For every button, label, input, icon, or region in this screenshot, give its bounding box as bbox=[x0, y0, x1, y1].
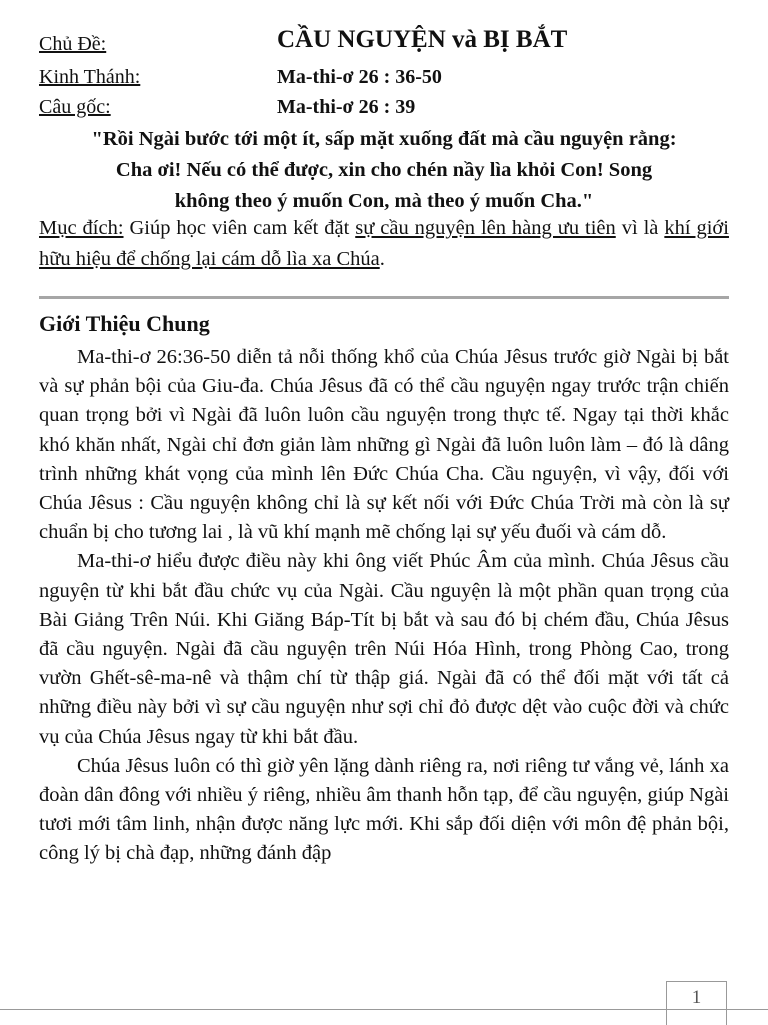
scripture-value: Ma-thi-ơ 26 : 36-50 bbox=[277, 66, 442, 88]
scripture-row bbox=[39, 65, 442, 89]
purpose-label: Mục đích: bbox=[39, 217, 124, 239]
footer-line bbox=[0, 1009, 768, 1010]
topic-row bbox=[39, 26, 568, 56]
purpose-highlight: khí giới hữu hiệu để chống lại cám dỗ lìa xa Chúa bbox=[39, 217, 729, 270]
purpose-statement bbox=[39, 213, 729, 275]
page-number: 1 bbox=[691, 987, 702, 1008]
section-body bbox=[39, 343, 729, 869]
key-verse-label: Câu gốc: bbox=[39, 96, 111, 118]
key-verse-row bbox=[39, 95, 416, 119]
verse-line: Cha ơi! Nếu có thể được, xin cho chén nầy lìa khỏi Con! Song bbox=[115, 159, 653, 181]
body-paragraph: Ma-thi-ơ hiểu được điều này khi ông viết Phúc Âm của mình. Chúa Jêsus cầu nguyện từ khi bắt đầu chức vụ của Ngài. Cầu nguyện là một phần quan trọng của Bài Giảng Trên Núi. Khi Giăng Báp-Tít bị bắt và sau đó bị chém đầu, Chúa Jêsus đã cầu nguyện. Ngài đã cầu nguyện trên Núi Hóa Hình, trong Phòng Cao, trong vườn Ghết-sê-ma-nê và thậm chí từ thập giá. Ngài đã có thể đối mặt với tất cả những điều này bởi vì sự cầu nguyện như sợi chỉ đỏ được dệt vào cuộc đời và chức vụ của Chúa Jêsus ngay từ khi bắt đầu. bbox=[39, 550, 729, 748]
topic-label: Chủ Đề: bbox=[39, 33, 107, 55]
purpose-highlight: sự cầu nguyện lên hàng ưu tiên bbox=[355, 217, 616, 239]
body-paragraph: Ma-thi-ơ 26:36-50 diễn tả nỗi thống khổ của Chúa Jêsus trước giờ Ngài bị bắt và sự phản bội của Giu-đa. Chúa Jêsus đã có thể cầu nguyện ngay trước trận chiến quan trọng bởi vì Ngài đã luôn luôn cầu nguyện trong thực tế. Ngay tại thời khắc khó khăn nhất, Ngài chỉ đơn giản làm những gì Ngài đã luôn luôn làm – đó là dâng trình những khát vọng của mình lên Đức Chúa Cha. Cầu nguyện, vì vậy, đối với Chúa Jêsus : Cầu nguyện không chỉ là sự kết nối với Đức Chúa Trời mà còn là sự chuẩn bị cho tương lai , là vũ khí mạnh mẽ chống lại sự yếu đuối và cám dỗ. bbox=[39, 346, 729, 544]
key-verse-quote bbox=[39, 124, 729, 217]
verse-line: "Rồi Ngài bước tới một ít, sấp mặt xuống đất mà cầu nguyện rằng: bbox=[91, 128, 677, 150]
purpose-text: vì là bbox=[615, 217, 665, 239]
key-verse-value: Ma-thi-ơ 26 : 39 bbox=[277, 96, 416, 118]
purpose-text: Giúp học viên cam kết đặt bbox=[123, 217, 356, 239]
verse-line: không theo ý muốn Con, mà theo ý muốn Cha." bbox=[174, 190, 594, 212]
purpose-text: . bbox=[379, 248, 385, 270]
page-number-tab bbox=[666, 981, 727, 1024]
scripture-label: Kinh Thánh: bbox=[39, 66, 141, 88]
section-heading: Giới Thiệu Chung bbox=[39, 311, 210, 336]
body-paragraph: Chúa Jêsus luôn có thì giờ yên lặng dành riêng ra, nơi riêng tư vắng vẻ, lánh xa đoàn dân đông với nhiều ý riêng, nhiều âm thanh hỗn tạp, để cầu nguyện, giúp Ngài tươi mới tâm linh, nhận được năng lực mới. Khi sắp đối diện với môn đệ phản bội, công lý bị chà đạp, những đánh đập bbox=[39, 754, 729, 865]
page-title: CẦU NGUYỆN và BỊ BẮT bbox=[277, 26, 568, 53]
section-divider bbox=[39, 296, 729, 299]
